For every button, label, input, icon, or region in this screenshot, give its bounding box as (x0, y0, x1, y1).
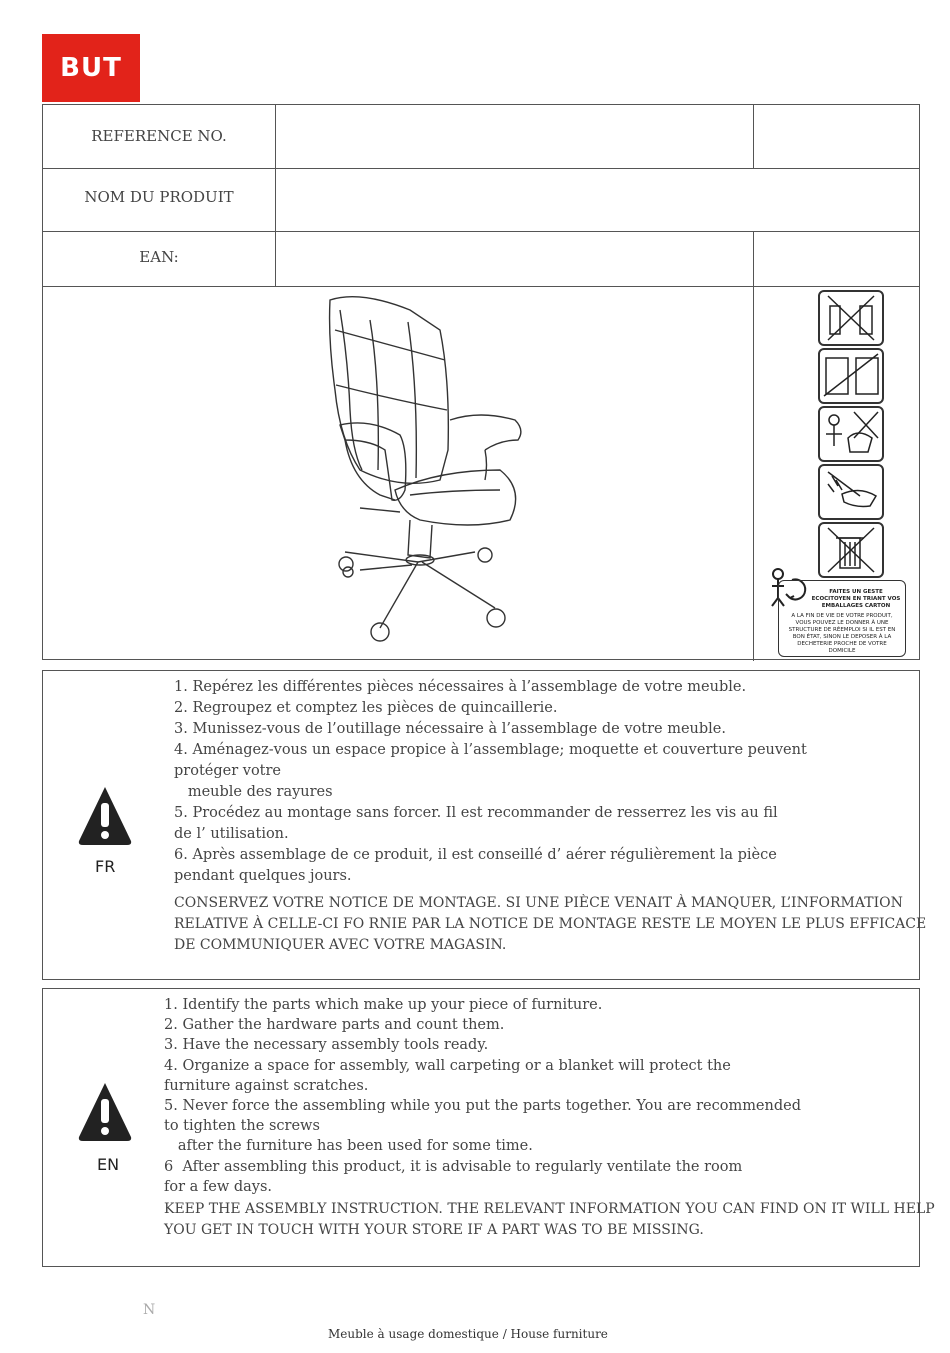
notice-line: YOU GET IN TOUCH WITH YOUR STORE IF A PART WAS TO BE MISSING. (164, 1222, 704, 1238)
footer-text: Meuble à usage domestique / House furniture (328, 1327, 608, 1341)
no-household-waste-icon (818, 522, 884, 578)
office-chair-illustration (300, 290, 540, 650)
instruction-line: furniture against scratches. (164, 1077, 369, 1094)
notice-line: DE COMMUNIQUER AVEC VOTRE MAGASIN. (174, 937, 507, 953)
instruction-line: for a few days. (164, 1178, 273, 1195)
instruction-line: pendant quelques jours. (174, 868, 352, 884)
instruction-line: 5. Never force the assembling while you put the parts together. You are recommended (164, 1098, 802, 1114)
instruction-line: de l’ utilisation. (174, 826, 289, 842)
instruction-line: meuble des rayures (174, 784, 333, 800)
footer-mark: N (143, 1302, 156, 1318)
notice-line: KEEP THE ASSEMBLY INSTRUCTION. THE RELEVANT INFORMATION YOU CAN FIND ON IT WILL HELP (164, 1201, 935, 1217)
fr-instructions-box (42, 670, 927, 980)
instruction-line: 3. Munissez-vous de l’outillage nécessaire à l’assemblage de votre meuble. (174, 721, 726, 737)
no-wet-cleaning-icon (818, 464, 884, 520)
warning-icon (77, 1081, 133, 1143)
instruction-line: 6 After assembling this product, it is advisable to regularly ventilate the room (164, 1158, 743, 1175)
notice-line: CONSERVEZ VOTRE NOTICE DE MONTAGE. SI UNE PIÈCE VENAIT À MANQUER, L’INFORMATION (174, 895, 903, 911)
instruction-line: protéger votre (174, 763, 282, 779)
warning-icon (77, 785, 133, 847)
instruction-line: 1. Repérez les différentes pièces nécessaires à l’assemblage de votre meuble. (174, 679, 747, 695)
instruction-line: 6. Après assemblage de ce produit, il est conseillé d’ aérer régulièrement la pièce (174, 847, 777, 863)
en-language-label: EN (97, 1155, 120, 1174)
instruction-line: 5. Procédez au montage sans forcer. Il est recommander de resserrez les vis au fil (174, 805, 778, 821)
en-instructions-box (42, 988, 935, 1267)
product-name-label: NOM DU PRODUIT (84, 188, 234, 206)
eco-card-title: FAITES UN GESTE ECOCITOYEN EN TRIANT VOS EMBALLAGES CARTON (811, 589, 901, 609)
no-solvent-icon (818, 290, 884, 346)
ean-label: EAN: (139, 248, 179, 266)
instruction-line: to tighten the screws (164, 1118, 320, 1135)
eco-card-body: A LA FIN DE VIE DE VOTRE PRODUIT, VOUS POUVEZ LE DONNER À UNE STRUCTURE DE RÉEMPLOI SI IL EST EN BON ÉTAT, SINON LE DEPOSER À LA DECHETERIE PROCHE DE VOTRE DOMICILE (788, 613, 896, 654)
reference-label: REFERENCE NO. (91, 127, 227, 145)
notice-line: RELATIVE À CELLE-CI FO RNIE PAR LA NOTICE DE MONTAGE RESTE LE MOYEN LE PLUS EFFICACE (174, 916, 927, 932)
brand-logo: BUT (42, 34, 140, 102)
instruction-line: 4. Aménagez-vous un espace propice à l’assemblage; moquette et couverture peuvent (174, 742, 807, 758)
instruction-line: 1. Identify the parts which make up your piece of furniture. (164, 997, 603, 1013)
no-children-icon (818, 406, 884, 462)
fr-language-label: FR (95, 857, 116, 876)
instruction-line: 2. Regroupez et comptez les pièces de quincaillerie. (174, 700, 558, 716)
instruction-line: 2. Gather the hardware parts and count them. (164, 1017, 505, 1034)
instruction-line: after the furniture has been used for some time. (164, 1138, 533, 1155)
eco-info-card (778, 580, 906, 657)
instruction-line: 4. Organize a space for assembly, wall carpeting or a blanket will protect the (164, 1057, 731, 1074)
no-stacking-icon (818, 348, 884, 404)
instruction-line: 3. Have the necessary assembly tools ready. (164, 1037, 489, 1054)
